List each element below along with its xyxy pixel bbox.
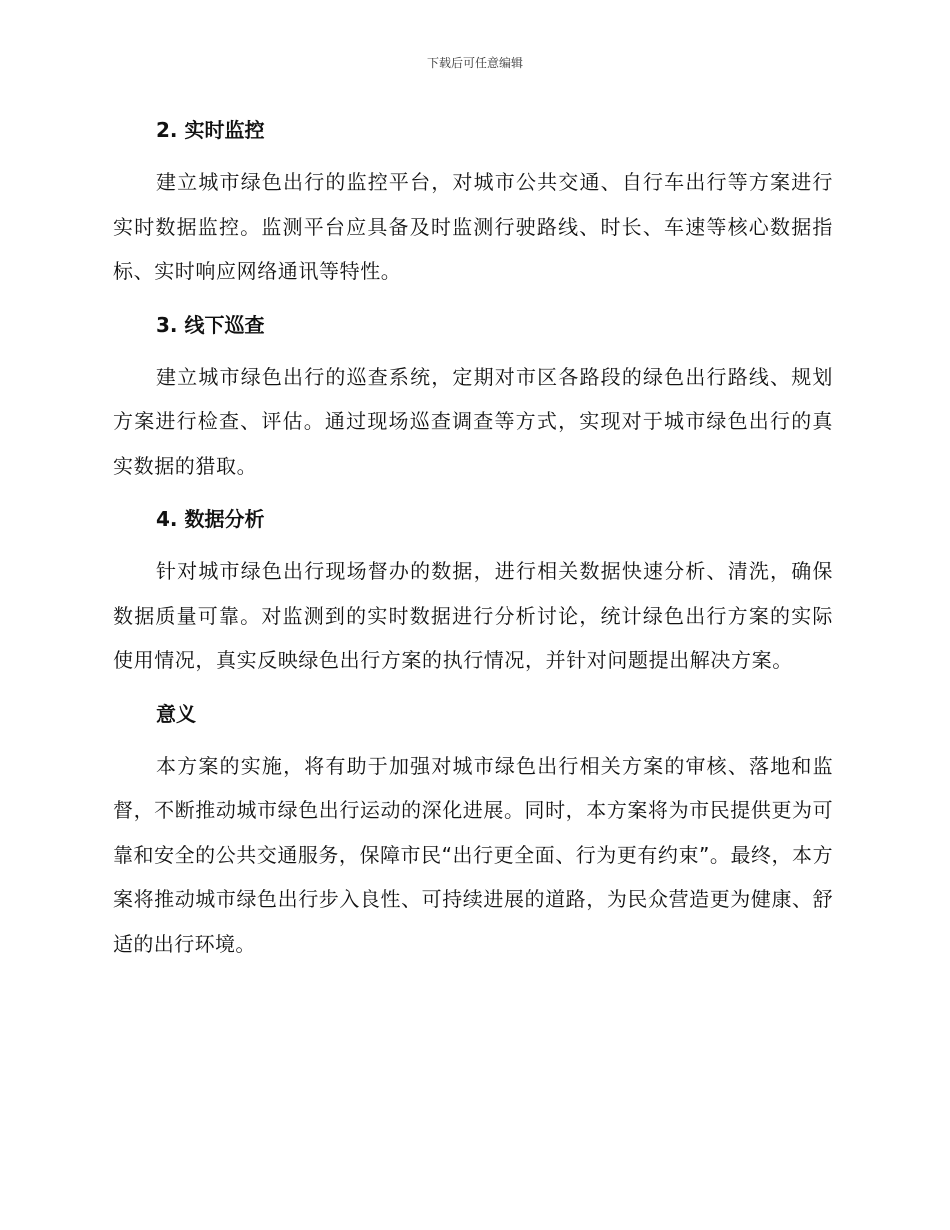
- section-paragraph-significance: 本方案的实施，将有助于加强对城市绿色出行相关方案的审核、落地和监督，不断推动城市绿色出行运动的深化进展。同时，本方案将为市民提供更为可靠和安全的公共交通服务，保障市民“出行更全面、行为更有约束”。最终，本方案将推动城市绿色出行步入良性、可持续进展的道路，为民众营造更为健康、舒适的出行环境。: [113, 753, 833, 956]
- section-heading-data-analysis: 4. 数据分析: [156, 507, 265, 531]
- section-heading-realtime-monitoring: 2. 实时监控: [156, 118, 265, 142]
- section-heading-offline-inspection: 3. 线下巡查: [156, 312, 265, 337]
- section-paragraph-offline-inspection: 建立城市绿色出行的巡查系统，定期对市区各路段的绿色出行路线、规划方案进行检查、评估。通过现场巡查调查等方式，实现对于城市绿色出行的真实数据的猎取。: [113, 364, 833, 478]
- section-heading-significance: 意义: [156, 701, 196, 726]
- page-header: 下载后可任意编辑: [426, 56, 523, 70]
- document-body: [113, 108, 833, 975]
- section-paragraph-data-analysis: 针对城市绿色出行现场督办的数据，进行相关数据快速分析、清洗，确保数据质量可靠。对监测到的实时数据进行分析讨论，统计绿色出行方案的实际使用情况，真实反映绿色出行方案的执行情况，并针对问题提出解决方案。: [113, 559, 833, 672]
- section-paragraph-realtime-monitoring: 建立城市绿色出行的监控平台，对城市公共交通、自行车出行等方案进行实时数据监控。监测平台应具备及时监测行驶路线、时长、车速等核心数据指标、实时响应网络通讯等特性。: [113, 170, 833, 283]
